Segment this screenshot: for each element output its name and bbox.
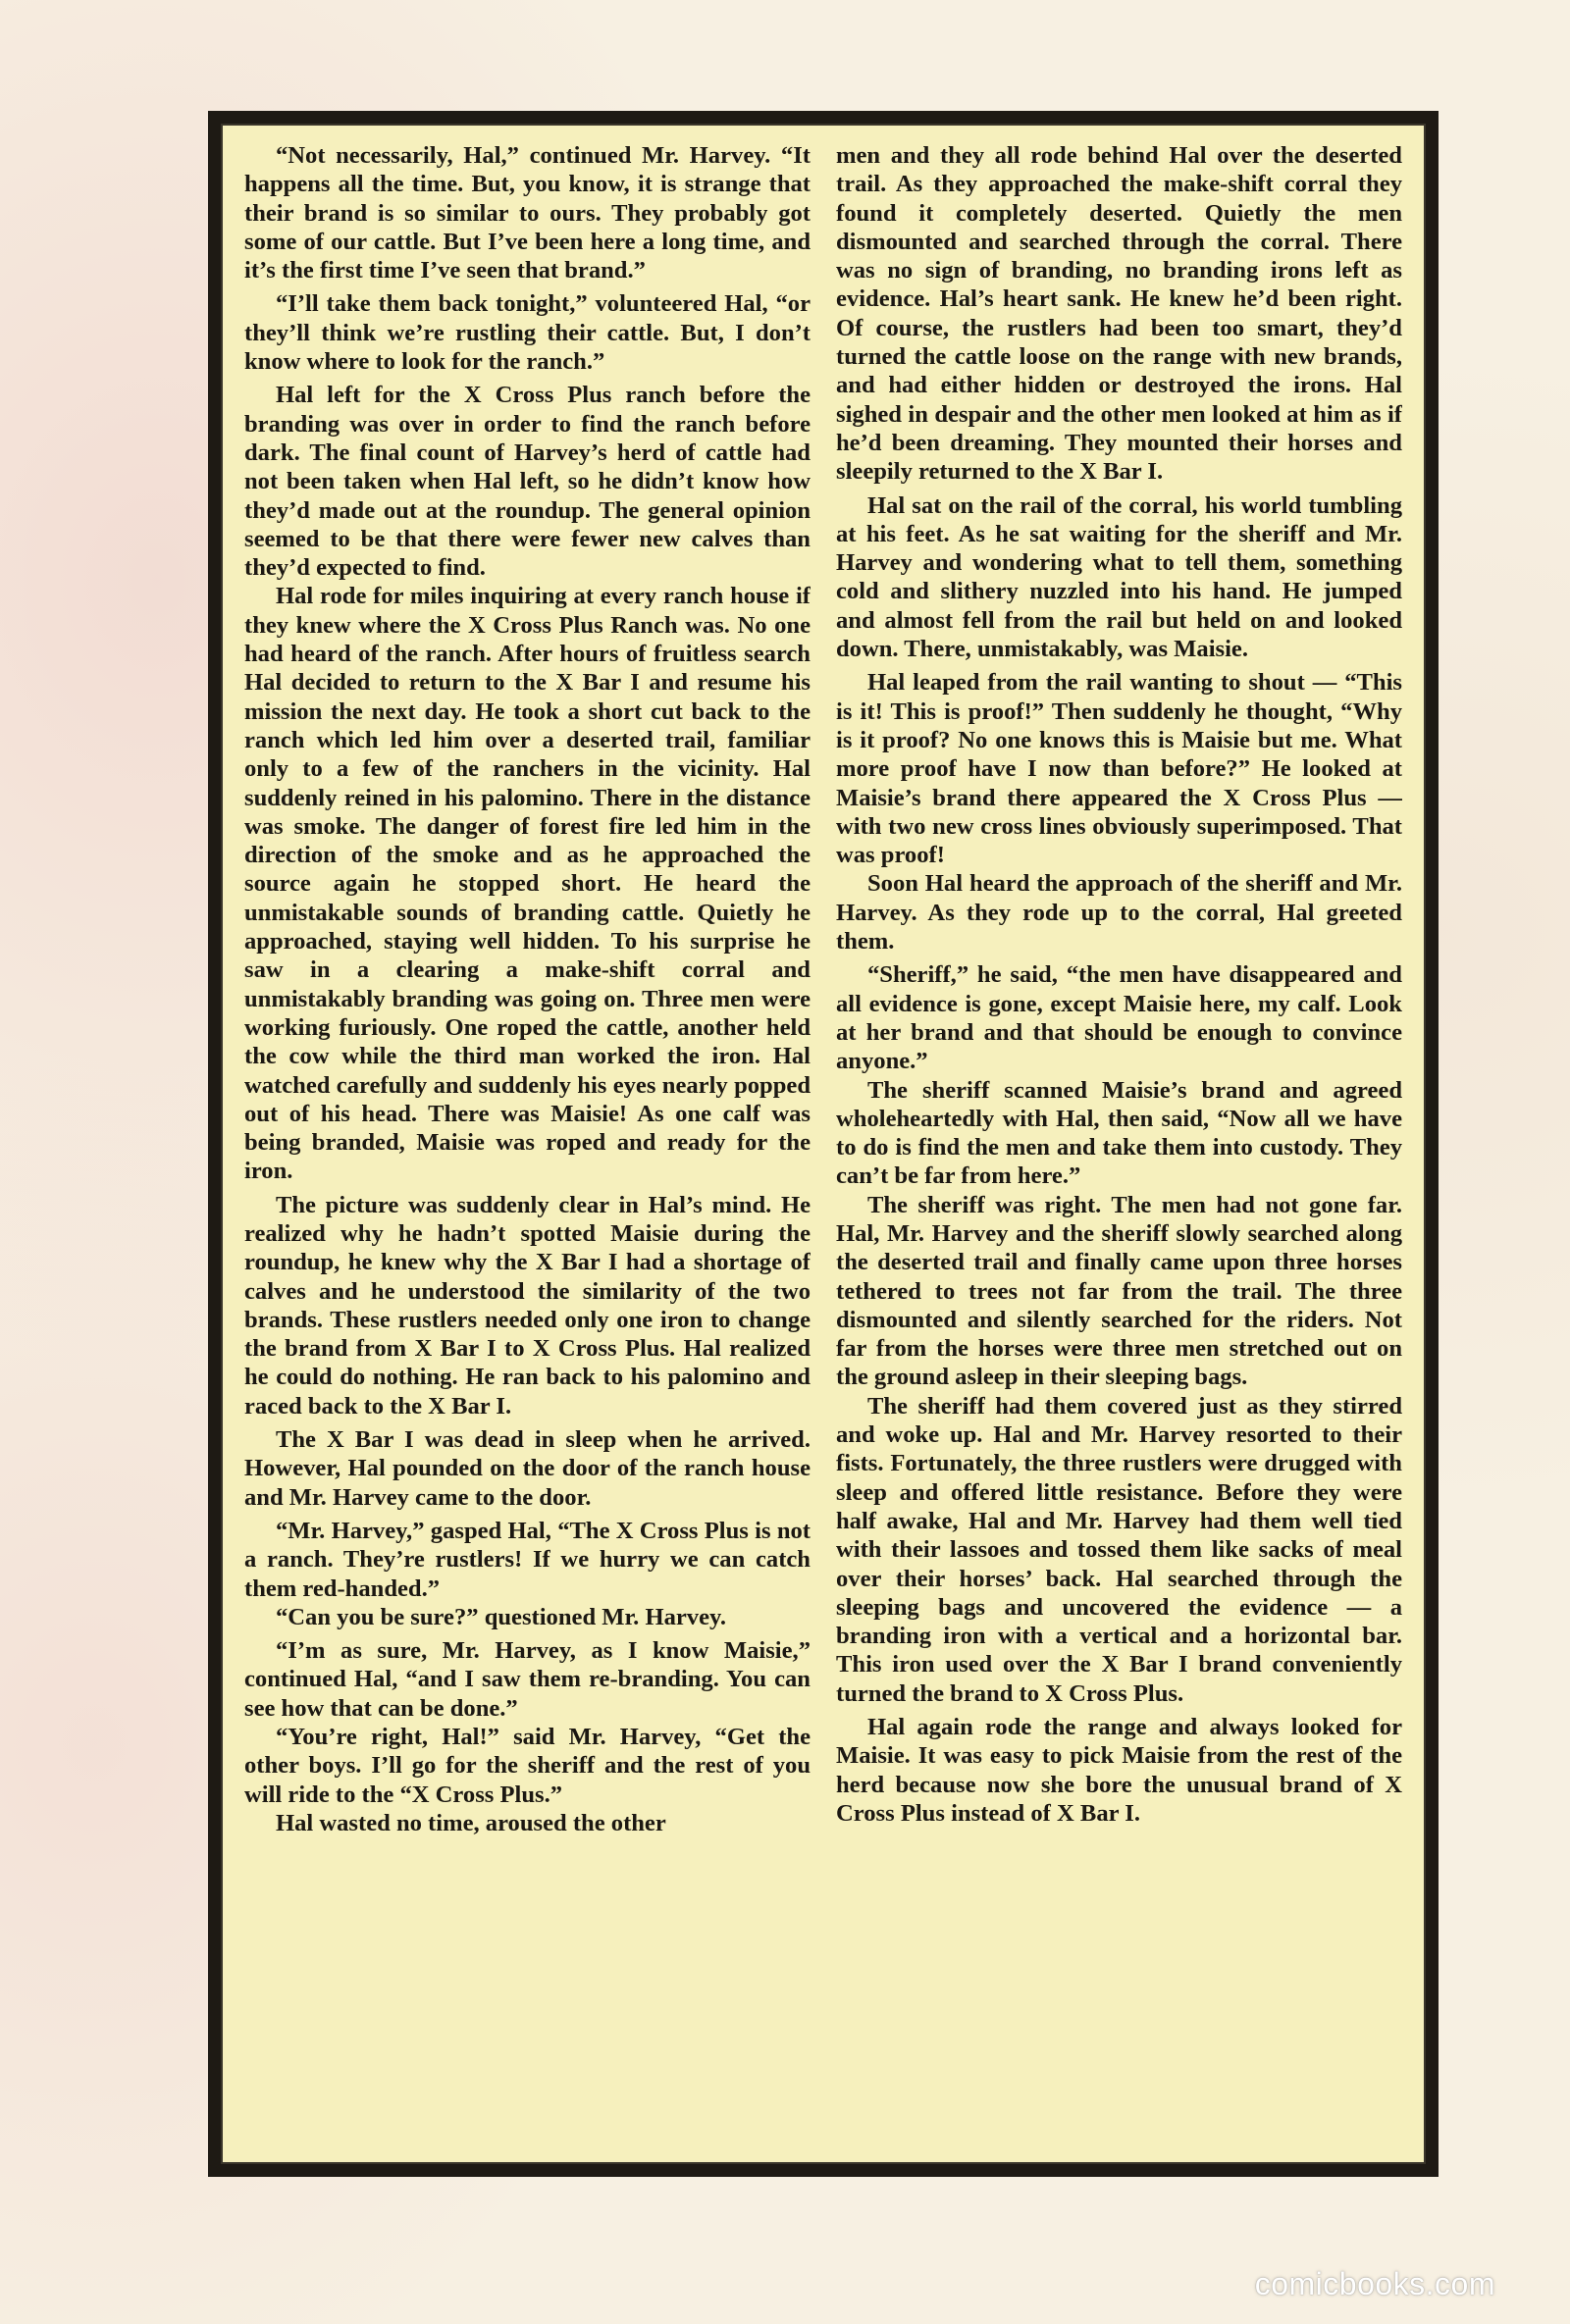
paragraph: “I’ll take them back tonight,” volunteered Hal, “or they’ll think we’re rustling their cattle. But, I don’t know where to look for the ranch.”: [244, 290, 811, 376]
paragraph: The sheriff had them covered just as they stirred and woke up. Hal and Mr. Harvey resorted to their fists. Fortunately, the three rustlers were drugged with sleep and offered little resistance. Before they were half awake, Hal and Mr. Harvey had them well tied with their lassoes and tossed them like sacks of meal over their horses’ back. Hal searched through the sleeping bags and uncovered the evidence — a branding iron with a vertical and a horizontal bar. This iron used over the X Bar I brand conveniently turned the brand to X Cross Plus.: [836, 1392, 1402, 1707]
paragraph: Hal left for the X Cross Plus ranch before the branding was over in order to find the ranch before dark. The final count of Harvey’s herd of cattle had not been taken when Hal left, so he didn’t know how they’d made out at the roundup. The general opinion seemed to be that there were fewer new calves than they’d expected to find.: [244, 382, 811, 582]
right-text-column: [836, 141, 1402, 2152]
left-text-column: [244, 141, 811, 2152]
paragraph: “Sheriff,” he said, “the men have disappeared and all evidence is gone, except Maisie here, my calf. Look at her brand and that should be enough to convince anyone.”: [836, 961, 1402, 1075]
paragraph: “Mr. Harvey,” gasped Hal, “The X Cross Plus is not a ranch. They’re rustlers! If we hurry we can catch them red-handed.”: [244, 1517, 811, 1602]
paragraph: Hal leaped from the rail wanting to shout — “This is it! This is proof!” Then suddenly he thought, “Why is it proof? No one knows this is Maisie but me. What more proof have I now than before?” He looked at Maisie’s brand there appeared the X Cross Plus — with two new cross lines obviously superimposed. That was proof!: [836, 669, 1402, 869]
paragraph: “Can you be sure?” questioned Mr. Harvey.: [275, 1603, 727, 1630]
paragraph: The sheriff scanned Maisie’s brand and agreed wholeheartedly with Hal, then said, “Now all we have to do is find the men and take them into custody. They can’t be far from here.”: [836, 1076, 1402, 1190]
paragraph: Hal wasted no time, aroused the other: [275, 1809, 666, 1836]
paragraph: Hal sat on the rail of the corral, his world tumbling at his feet. As he sat waiting for the sheriff and Mr. Harvey and wondering what to tell them, something cold and slithery nuzzled into his hand. He jumped and almost fell from the rail but held on and looked down. There, unmistakably, was Maisie.: [836, 491, 1402, 663]
paragraph: “You’re right, Hal!” said Mr. Harvey, “Get the other boys. I’ll go for the sheriff and the rest of you will ride to the “X Cross Plus.”: [244, 1724, 811, 1808]
paragraph: The X Bar I was dead in sleep when he arrived. However, Hal pounded on the door of the ranch house and Mr. Harvey came to the door.: [244, 1426, 811, 1511]
site-watermark: comicbooks.com: [1254, 2266, 1495, 2301]
paragraph: men and they all rode behind Hal over the deserted trail. As they approached the make-shift corral they found it completely deserted. Quietly the men dismounted and searched through the corral. There was no sign of branding, no branding irons left as evidence. Hal’s heart sank. He knew he’d been right. Of course, the rustlers had been too smart, they’d turned the cattle loose on the range with new brands, and had either hidden or destroyed the irons. Hal sighed in despair and the other men looked at him as if he’d been dreaming. They mounted their horses and sleepily returned to the X Bar I.: [836, 142, 1402, 486]
paragraph: The picture was suddenly clear in Hal’s mind. He realized why he hadn’t spotted Maisie during the roundup, he knew why the X Bar I had a shortage of calves and he understood the similarity of the two brands. These rustlers needed only one iron to change the brand from X Bar I to X Cross Plus. Hal realized he could do nothing. He ran back to his palomino and raced back to the X Bar I.: [244, 1191, 811, 1420]
paragraph: Hal rode for miles inquiring at every ranch house if they knew where the X Cross Plus Ranch was. No one had heard of the ranch. After hours of fruitless search Hal decided to return to the X Bar I and resume his mission the next day. He took a short cut back to the ranch which led him over a deserted trail, familiar only to a few of the ranchers in the vicinity. Hal suddenly reined in his palomino. There in the distance was smoke. The danger of forest fire led him in the direction of the smoke and as he approached the source again he stopped short. He heard the unmistakable sounds of branding cattle. Quietly he approached, staying well hidden. To his surprise he saw in a clearing a make-shift corral and unmistakably branding was going on. Three men were working furiously. One roped the cattle, another held the cow while the third man worked the iron. Hal watched carefully and suddenly his eyes nearly popped out of his head. There was Maisie! As one calf was being branded, Maisie was roped and ready for the iron.: [244, 583, 811, 1185]
paragraph: “Not necessarily, Hal,” continued Mr. Harvey. “It happens all the time. But, you know, it is strange that their brand is so similar to ours. They probably got some of our cattle. But I’ve been here a long time, and it’s the first time I’ve seen that brand.”: [244, 142, 811, 284]
paragraph: “I’m as sure, Mr. Harvey, as I know Maisie,” continued Hal, “and I saw them re-branding. You can see how that can be done.”: [244, 1637, 811, 1722]
story-inner-panel: [221, 124, 1426, 2164]
story-text-box: [208, 111, 1439, 2177]
paragraph: The sheriff was right. The men had not gone far. Hal, Mr. Harvey and the sheriff slowly searched along the deserted trail and finally came upon three horses tethered to trees not far from the trail. The three dismounted and silently searched for the riders. Not far from the horses were three men stretched out on the ground asleep in their sleeping bags.: [836, 1191, 1402, 1391]
paragraph: Hal again rode the range and always looked for Maisie. It was easy to pick Maisie from the rest of the herd because now she bore the unusual brand of X Cross Plus instead of X Bar I.: [836, 1714, 1402, 1827]
paragraph: Soon Hal heard the approach of the sheriff and Mr. Harvey. As they rode up to the corral, Hal greeted them.: [836, 870, 1402, 955]
